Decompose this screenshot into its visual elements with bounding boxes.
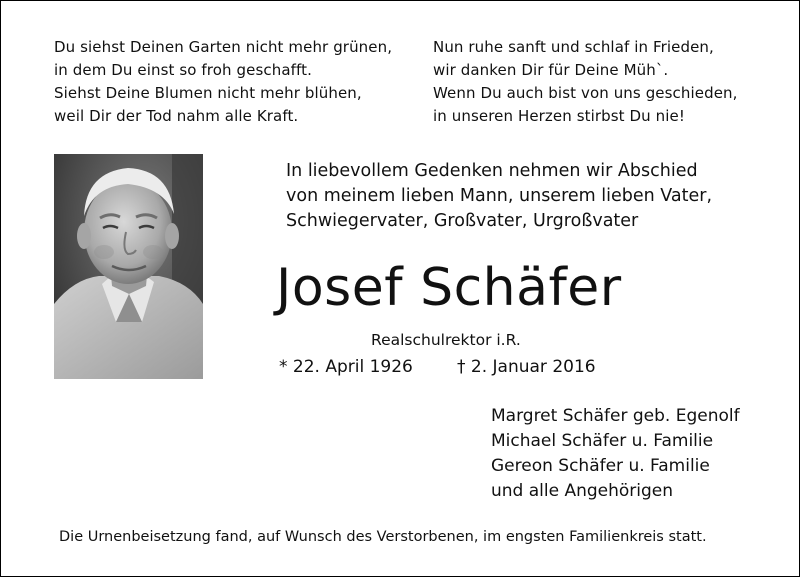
intro-line: Schwiegervater, Großvater, Urgroßvater xyxy=(286,211,639,231)
intro-line: In liebevollem Gedenken nehmen wir Abschied xyxy=(286,161,698,181)
poem-line: Siehst Deine Blumen nicht mehr blühen, xyxy=(54,84,362,102)
poem-left xyxy=(54,36,392,128)
deceased-title: Realschulrektor i.R. xyxy=(371,331,521,349)
family-member: Margret Schäfer geb. Egenolf xyxy=(491,406,740,426)
family-member: Gereon Schäfer u. Familie xyxy=(491,456,710,476)
poem-line: in dem Du einst so froh geschafft. xyxy=(54,61,312,79)
deceased-name: Josef Schäfer xyxy=(276,258,622,318)
poem-line: Nun ruhe sanft und schlaf in Frieden, xyxy=(433,38,714,56)
poem-right xyxy=(433,36,738,128)
portrait-photo xyxy=(54,154,203,379)
poem-line: Wenn Du auch bist von uns geschieden, xyxy=(433,84,738,102)
intro-text xyxy=(286,159,712,234)
intro-line: von meinem lieben Mann, unserem lieben Vater, xyxy=(286,186,713,206)
death-date: † 2. Januar 2016 xyxy=(457,357,596,377)
family-member: und alle Angehörigen xyxy=(491,481,674,501)
family-member: Michael Schäfer u. Familie xyxy=(491,431,714,451)
poem-line: weil Dir der Tod nahm alle Kraft. xyxy=(54,107,299,125)
burial-note: Die Urnenbeisetzung fand, auf Wunsch des Verstorbenen, im engsten Familienkreis statt. xyxy=(59,529,707,545)
birth-date: * 22. April 1926 xyxy=(279,357,413,377)
poem-line: Du siehst Deinen Garten nicht mehr grünen, xyxy=(54,38,393,56)
poem-line: wir danken Dir für Deine Müh`. xyxy=(433,61,669,79)
poem-line: in unseren Herzen stirbst Du nie! xyxy=(433,107,685,125)
family-signatures xyxy=(491,404,740,504)
